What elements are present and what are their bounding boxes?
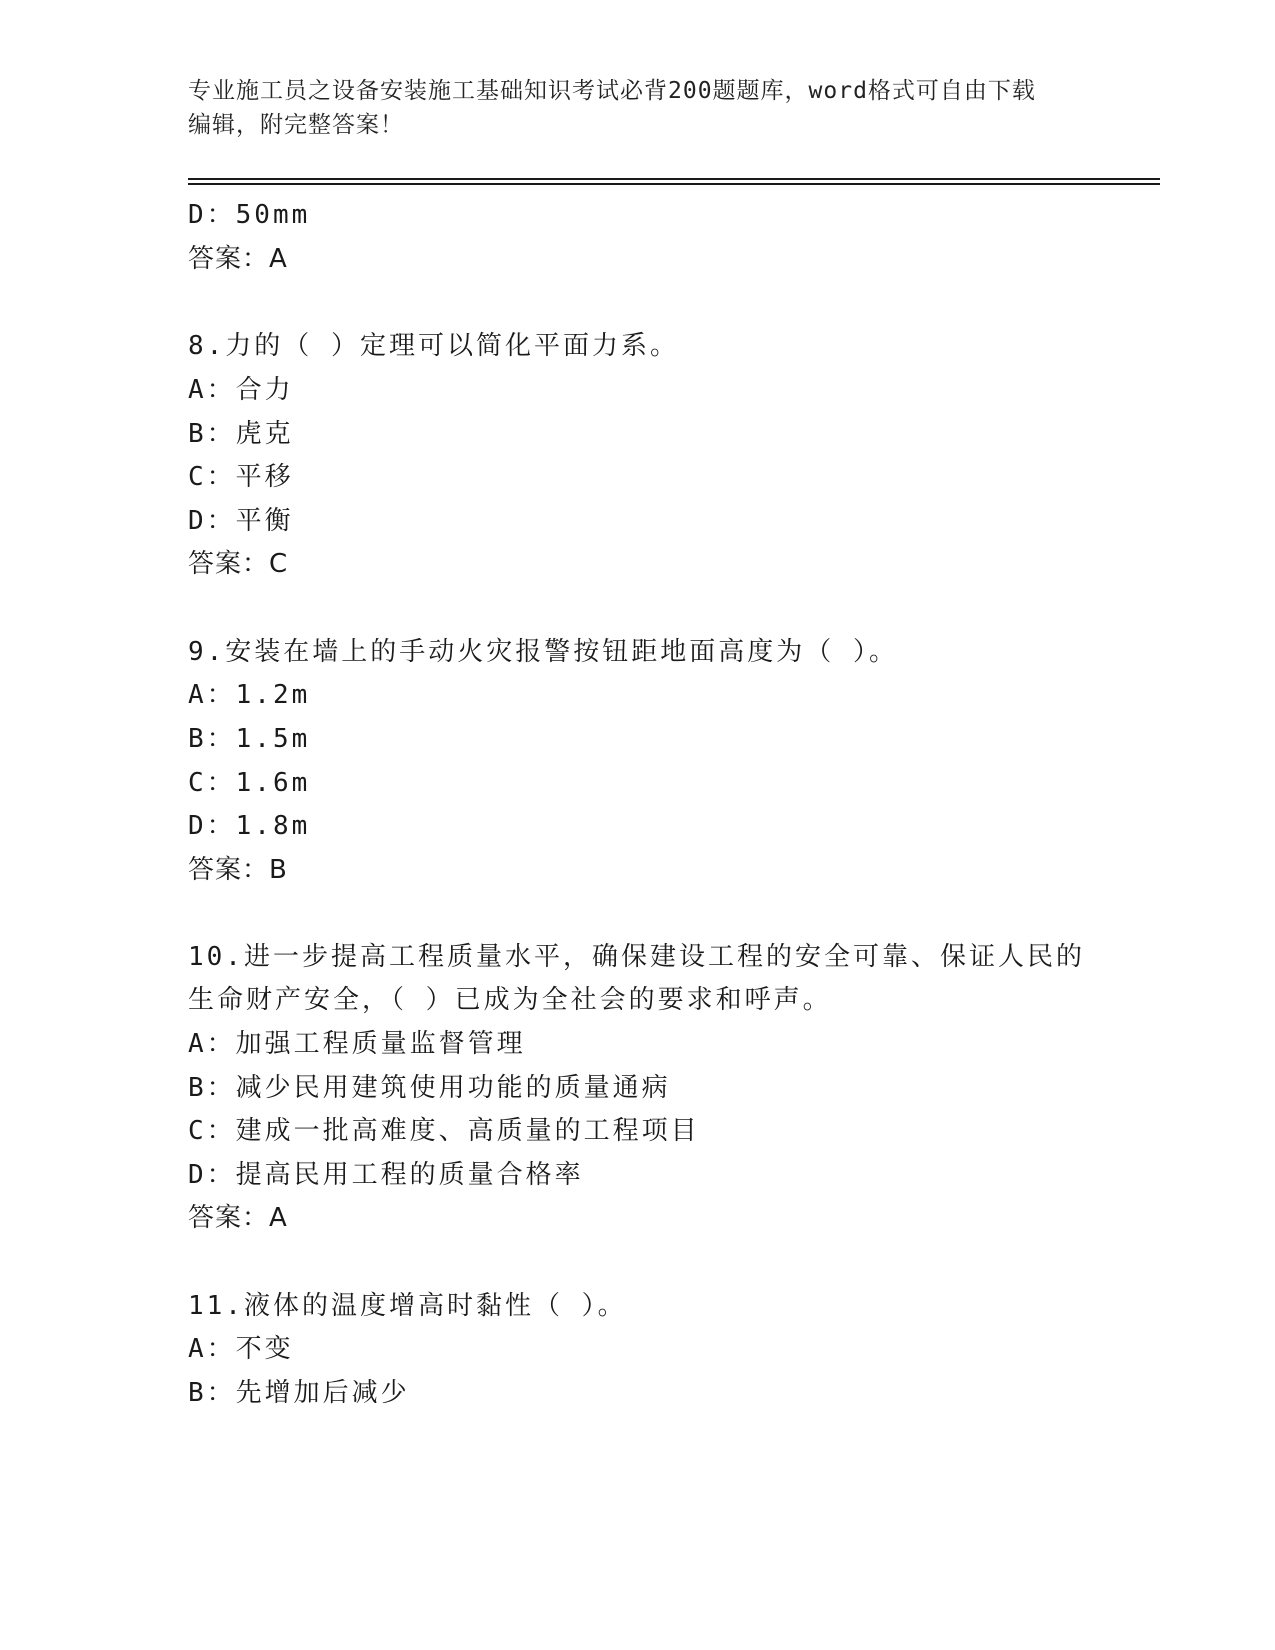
header-title-line-2: 编辑，附完整答案！ xyxy=(188,112,404,138)
q10-option-a: A：加强工程质量监督管理 xyxy=(188,1029,526,1059)
header-divider-top xyxy=(188,178,1160,180)
q11-option-b: B：先增加后减少 xyxy=(188,1378,410,1408)
q10-option-d: D：提高民用工程的质量合格率 xyxy=(188,1160,584,1190)
q11-option-a: A：不变 xyxy=(188,1334,294,1364)
q7-answer: 答案：A xyxy=(188,244,288,274)
q9-option-b: B：1.5m xyxy=(188,724,311,754)
q10-option-c: C：建成一批高难度、高质量的工程项目 xyxy=(188,1116,700,1146)
document-header xyxy=(188,74,1088,142)
q10-option-b: B：减少民用建筑使用功能的质量通病 xyxy=(188,1073,671,1103)
header-divider-bottom xyxy=(188,183,1160,185)
q11-stem: 11.液体的温度增高时黏性（ ）。 xyxy=(188,1291,627,1321)
q9-option-c: C：1.6m xyxy=(188,768,311,798)
q8-option-c: C：平移 xyxy=(188,462,294,492)
q9-answer: 答案：B xyxy=(188,855,288,885)
q9-option-a: A：1.2m xyxy=(188,680,311,710)
q8-stem: 8.力的（ ）定理可以简化平面力系。 xyxy=(188,331,679,361)
q9-stem: 9.安装在墙上的手动火灾报警按钮距地面高度为（ ）。 xyxy=(188,637,898,667)
q8-option-d: D：平衡 xyxy=(188,506,294,536)
q9-option-d: D：1.8m xyxy=(188,811,311,841)
header-title-line-1: 专业施工员之设备安装施工基础知识考试必背200题题库，word格式可自由下载 xyxy=(188,78,1036,104)
q8-option-a: A：合力 xyxy=(188,375,294,405)
q10-answer: 答案：A xyxy=(188,1203,288,1233)
q8-answer: 答案：C xyxy=(188,549,289,579)
q7-option-d: D：50mm xyxy=(188,200,311,230)
q10-stem-line-2: 生命财产安全，（ ）已成为全社会的要求和呼声。 xyxy=(188,985,832,1015)
q10-stem-line-1: 10.进一步提高工程质量水平，确保建设工程的安全可靠、保证人民的 xyxy=(188,942,1085,972)
q8-option-b: B：虎克 xyxy=(188,419,294,449)
